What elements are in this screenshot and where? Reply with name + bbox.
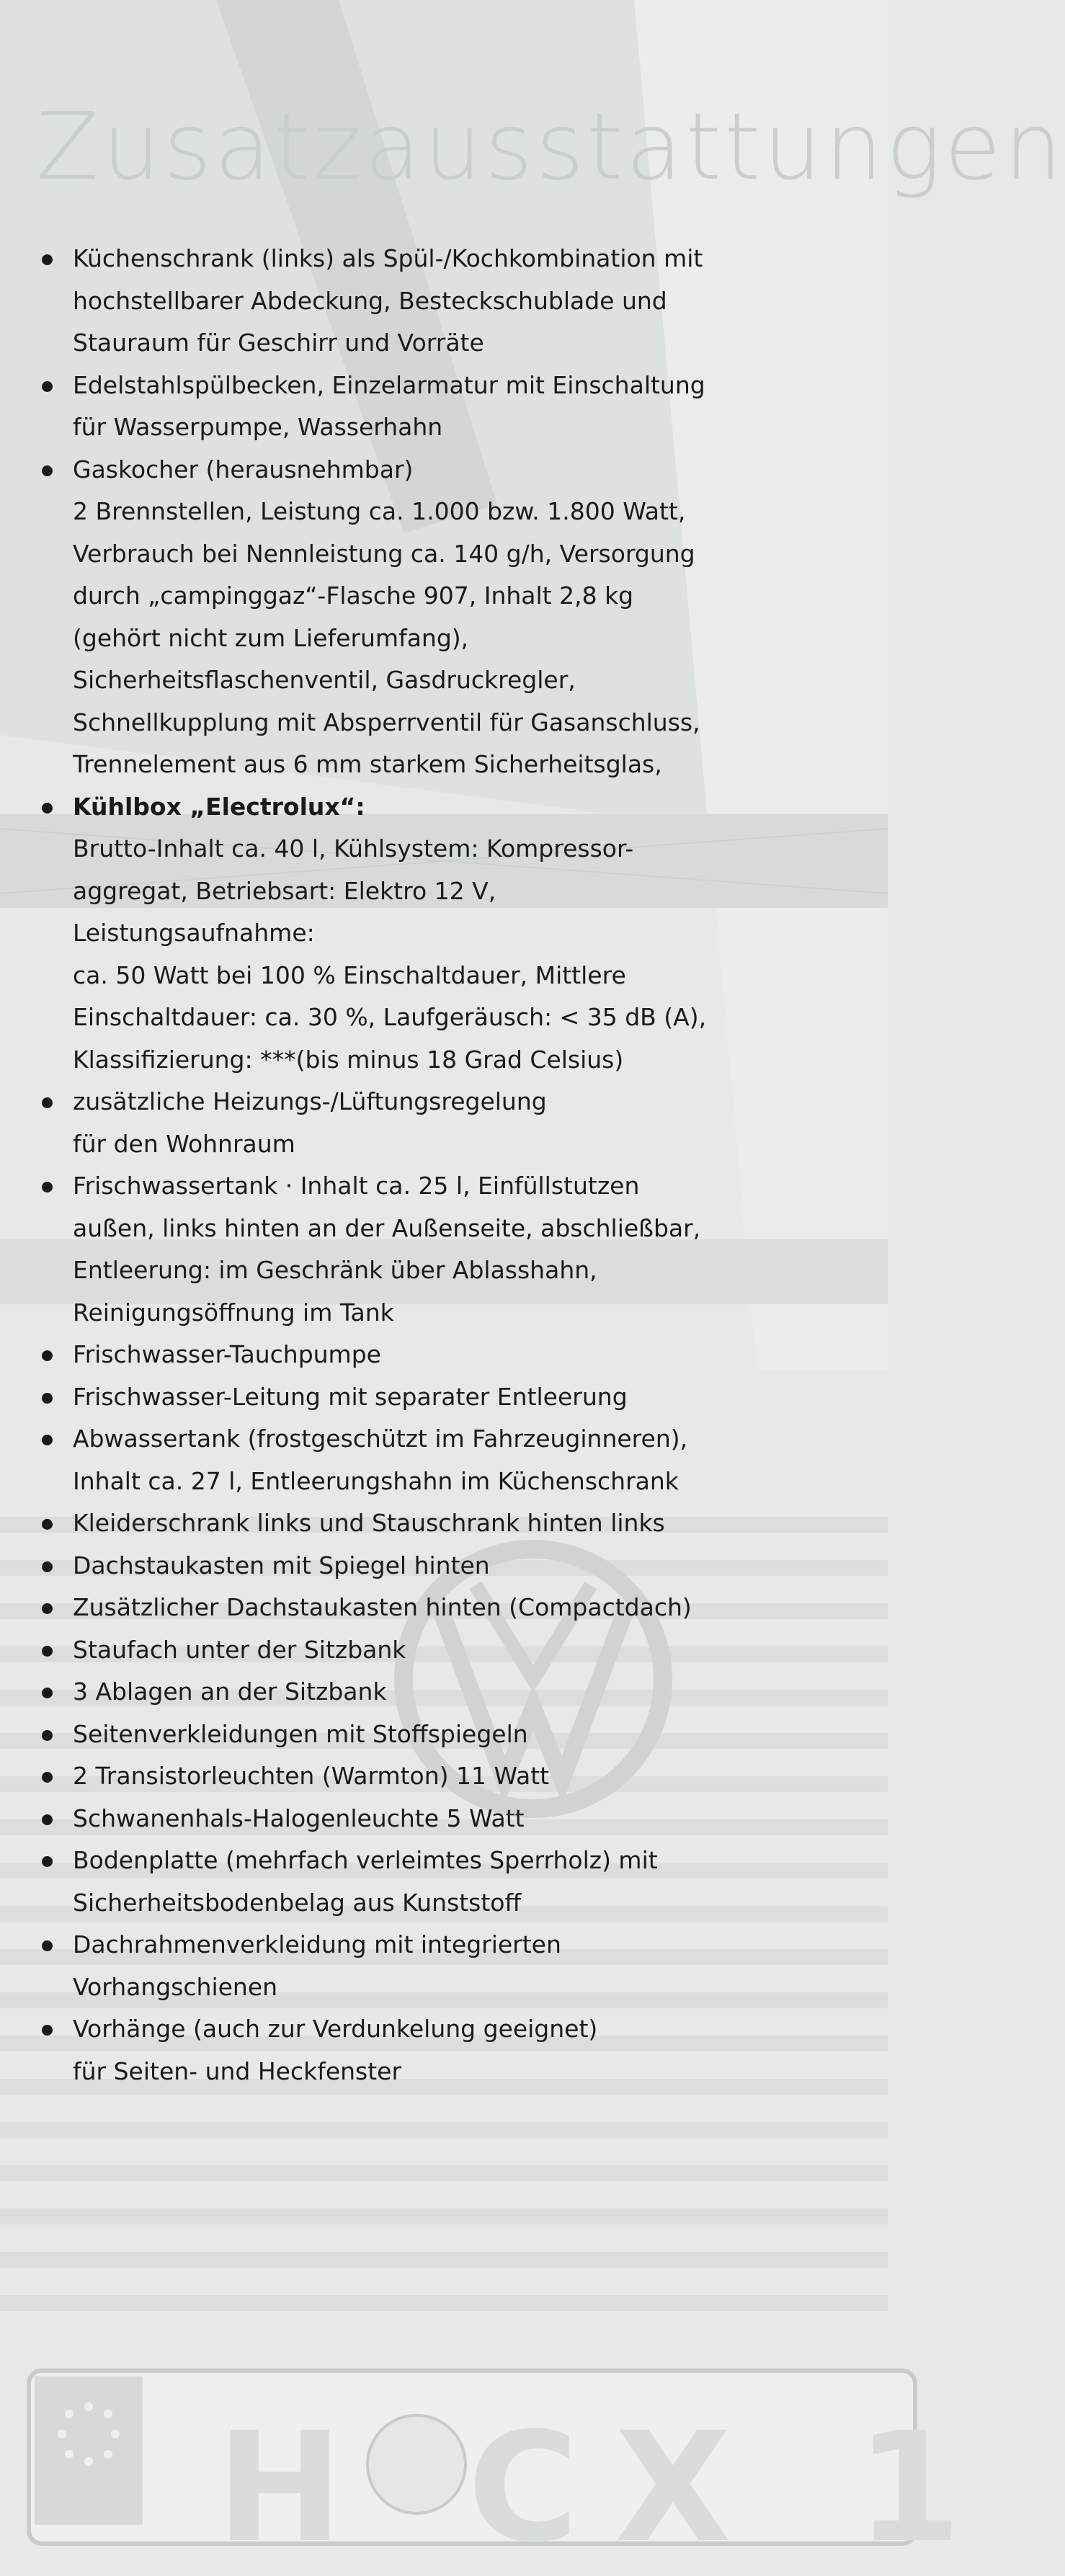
list-item-text: Schwanenhals-Halogenleuchte 5 Watt — [73, 1804, 525, 1832]
bullet-icon — [42, 2025, 53, 2036]
list-item-text: ca. 50 Watt bei 100 % Einschaltdauer, Mittlere — [73, 961, 626, 989]
list-item-text: Dachrahmenverkleidung mit integrierten — [73, 1930, 561, 1958]
list-item-text: Abwassertank (frostgeschützt im Fahrzeuginneren), — [73, 1425, 688, 1453]
list-item — [36, 1629, 850, 1672]
list-item-text: zusätzliche Heizungs-/Lüftungsregelung — [73, 1087, 547, 1115]
list-item-text: aggregat, Betriebsart: Elektro 12 V, — [73, 876, 496, 905]
bullet-icon — [42, 803, 53, 814]
list-item-text: Küchenschrank (links) als Spül-/Kochkombination mit — [73, 244, 703, 272]
license-plate-text: H CX 1 — [216, 2399, 998, 2576]
list-item-text: Frischwasser-Tauchpumpe — [73, 1340, 381, 1368]
list-item — [36, 786, 850, 1082]
bullet-icon — [42, 1097, 53, 1108]
list-item — [36, 2008, 850, 2093]
bullet-icon — [42, 1856, 53, 1867]
list-item-text: hochstellbarer Abdeckung, Besteckschublade und — [73, 286, 667, 315]
list-item-text: Klassifizierung: ***(bis minus 18 Grad Celsius) — [73, 1045, 624, 1074]
list-item-text: Trennelement aus 6 mm starkem Sicherheitsglas, — [73, 750, 662, 778]
list-item — [36, 1713, 850, 1756]
list-item-text: Entleerung: im Geschränk über Ablasshahn, — [73, 1256, 597, 1284]
bullet-icon — [42, 1772, 53, 1783]
bullet-icon — [42, 465, 53, 476]
list-item — [36, 449, 850, 786]
list-item-text: Sicherheitsbodenbelag aus Kunststoff — [73, 1888, 522, 1917]
list-item-text: 3 Ablagen an der Sitzbank — [73, 1677, 387, 1706]
list-item-text: Reinigungsöffnung im Tank — [73, 1298, 394, 1327]
bullet-icon — [42, 1646, 53, 1657]
list-item — [36, 1587, 850, 1629]
list-item-text: Vorhangschienen — [73, 1972, 278, 2001]
bullet-icon — [42, 1182, 53, 1193]
list-item-text: Frischwasser-Leitung mit separater Entleerung — [73, 1382, 628, 1411]
bullet-icon — [42, 254, 53, 265]
list-item — [36, 1840, 850, 1924]
list-item — [36, 238, 850, 365]
list-item — [36, 1081, 850, 1165]
list-item-text: für den Wohnraum — [73, 1129, 295, 1158]
list-item-text: Brutto-Inhalt ca. 40 l, Kühlsystem: Kompressor- — [73, 834, 634, 863]
bullet-icon — [42, 1561, 53, 1572]
bullet-icon — [42, 1393, 53, 1404]
list-item — [36, 1924, 850, 2008]
list-item-text: Dachstaukasten mit Spiegel hinten — [73, 1551, 490, 1579]
bullet-icon — [42, 1688, 53, 1698]
list-item-text: Stauraum für Geschirr und Vorräte — [73, 329, 484, 357]
feature-list — [36, 238, 850, 2093]
section-heading: Zusatzausstattungen — [36, 94, 1065, 201]
list-item — [36, 1376, 850, 1419]
list-item-text: Kleiderschrank links und Stauschrank hinten links — [73, 1509, 665, 1537]
list-item-text: Frischwassertank · Inhalt ca. 25 l, Einfüllstutzen — [73, 1172, 640, 1200]
bullet-icon — [42, 1730, 53, 1741]
list-item-text: Edelstahlspülbecken, Einzelarmatur mit Einschaltung — [73, 370, 705, 399]
list-item — [36, 1671, 850, 1713]
list-item-title: Kühlbox „Electrolux“: — [73, 792, 365, 821]
list-item-text: Inhalt ca. 27 l, Entleerungshahn im Küchenschrank — [73, 1466, 679, 1495]
list-item-text: außen, links hinten an der Außenseite, abschließbar, — [73, 1213, 701, 1242]
list-item — [36, 1755, 850, 1798]
list-item-text: für Wasserpumpe, Wasserhahn — [73, 413, 443, 441]
list-item-text: Einschaltdauer: ca. 30 %, Laufgeräusch: < 35 dB (A), — [73, 1003, 707, 1031]
bullet-icon — [42, 1435, 53, 1445]
list-item-text: (gehört nicht zum Lieferumfang), — [73, 623, 469, 652]
list-item — [36, 1418, 850, 1502]
list-item — [36, 1798, 850, 1840]
bullet-icon — [42, 1940, 53, 1951]
list-item — [36, 1502, 850, 1545]
bullet-icon — [42, 1603, 53, 1614]
list-item-text: durch „campinggaz“-Flasche 907, Inhalt 2,8 kg — [73, 581, 634, 610]
list-item-text: Verbrauch bei Nennleistung ca. 140 g/h, Versorgung — [73, 539, 695, 568]
bullet-icon — [42, 1519, 53, 1530]
list-item — [36, 1545, 850, 1587]
list-item-text: Vorhänge (auch zur Verdunkelung geeignet) — [73, 2015, 598, 2043]
list-item-text: Zusätzlicher Dachstaukasten hinten (Compactdach) — [73, 1593, 692, 1621]
list-item-text: Sicherheitsflaschenventil, Gasdruckregler, — [73, 666, 576, 694]
list-item-text: Seitenverkleidungen mit Stoffspiegeln — [73, 1719, 528, 1748]
list-item-text: Staufach unter der Sitzbank — [73, 1635, 406, 1664]
list-item-text: Leistungsaufnahme: — [73, 919, 315, 947]
bullet-icon — [42, 381, 53, 392]
list-item-text: 2 Transistorleuchten (Warmton) 11 Watt — [73, 1762, 550, 1790]
list-item-text: Schnellkupplung mit Absperrventil für Gasanschluss, — [73, 708, 700, 736]
list-item-text: Gaskocher (herausnehmbar) — [73, 455, 414, 483]
bullet-icon — [42, 1350, 53, 1361]
list-item — [36, 365, 850, 449]
list-item-text: Bodenplatte (mehrfach verleimtes Sperrholz) mit — [73, 1846, 658, 1874]
list-item-text: für Seiten- und Heckfenster — [73, 2056, 402, 2085]
list-item — [36, 1165, 850, 1334]
bullet-icon — [42, 1814, 53, 1825]
list-item — [36, 1334, 850, 1376]
list-item-text: 2 Brennstellen, Leistung ca. 1.000 bzw. 1.800 Watt, — [73, 497, 686, 525]
